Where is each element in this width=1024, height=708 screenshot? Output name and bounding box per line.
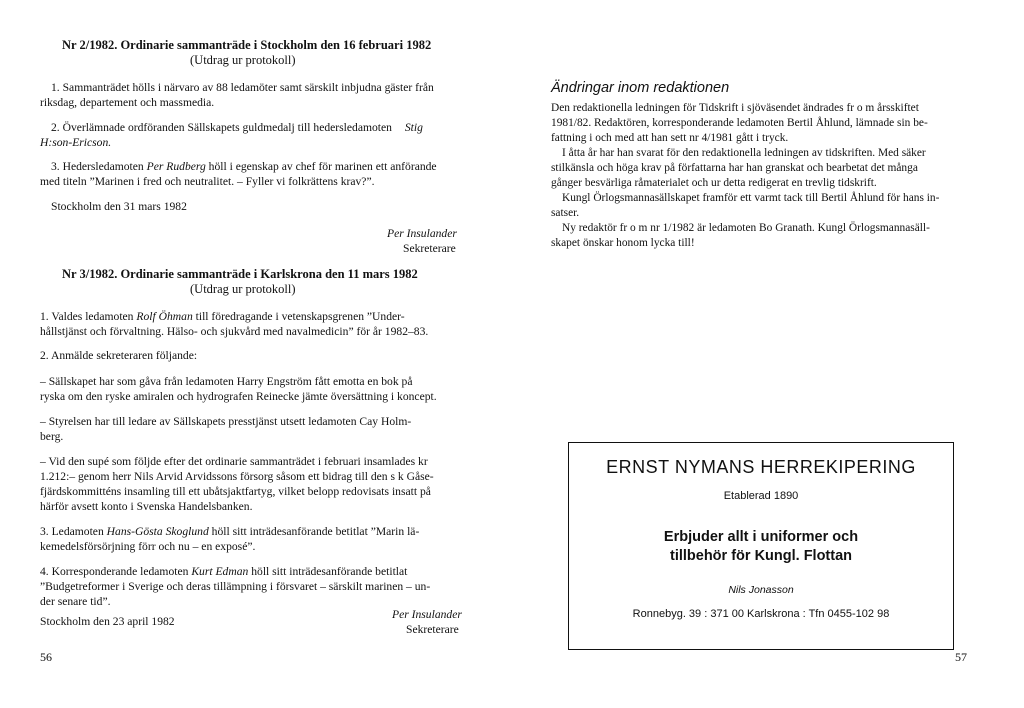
nr3-dash1-line2: ryska om den ryske amiralen och hydrografen Reinecke jämte översättning i koncept. <box>40 390 437 403</box>
heading-nr3: Nr 3/1982. Ordinarie sammanträde i Karlskrona den 11 mars 1982 <box>62 267 418 281</box>
date-nr3: Stockholm den 23 april 1982 <box>40 615 175 628</box>
right-line-2: 1981/82. Redaktören, korresponderande ledamoten Bertil Åhlund, lämnade sin be- <box>551 117 928 129</box>
member-name-skoglund: Hans-Gösta Skoglund <box>106 525 209 538</box>
nr3-item4-a: 4. Korresponderande ledamoten <box>40 565 192 578</box>
nr2-item2-line1 <box>51 120 423 135</box>
signature-role-nr3: Sekreterare <box>406 623 459 636</box>
nr3-item3-b: höll sitt inträdesanförande betitlat ”Marin lä- <box>208 525 420 538</box>
advertisement-box <box>568 442 954 650</box>
right-heading: Ändringar inom redaktionen <box>551 80 730 96</box>
nr3-dash3-line4: härför avsett konto i Svenska Handelsbanken. <box>40 500 253 513</box>
nr3-item3-line2: kemedelsförsörjning förr och nu – en exposé”. <box>40 540 256 553</box>
nr3-item1-a: 1. Valdes ledamoten <box>40 310 137 323</box>
nr3-dash3-line2: 1.212:– genom herr Nils Arvid Arvidssons försorg såsom ett bidrag till den s k Gåse- <box>40 470 434 483</box>
ad-address: Ronnebyg. 39 : 371 00 Karlskrona : Tfn 0455-102 98 <box>632 608 890 620</box>
ad-offer-line1: Erbjuder allt i uniformer och <box>663 529 859 545</box>
nr2-item3-line1 <box>51 159 437 174</box>
ad-established: Etablerad 1890 <box>723 490 799 502</box>
honorary-member-name-a: Stig <box>404 121 423 134</box>
subtitle-nr2: (Utdrag ur protokoll) <box>190 53 296 67</box>
nr3-dash3-line1: – Vid den supé som följde efter det ordinarie sammanträdet i februari insamlades kr <box>40 455 428 468</box>
nr3-item3-line1 <box>40 524 419 539</box>
nr3-dash1-line1: – Sällskapet har som gåva från ledamoten Harry Engström fått emotta en bok på <box>40 375 413 388</box>
rapporteur-name: Rolf Öhman <box>136 310 193 323</box>
ad-contact-person: Nils Jonasson <box>728 584 794 596</box>
member-name-edman: Kurt Edman <box>191 565 249 578</box>
nr3-item4-line1 <box>40 564 407 579</box>
speaker-name: Per Rudberg <box>146 160 206 173</box>
right-line-10: skapet önskar honom lycka till! <box>551 237 695 249</box>
nr3-dash2-line1: – Styrelsen har till ledare av Sällskapets presstjänst utsett ledamoten Cay Holm- <box>40 415 412 428</box>
signature-name-nr2: Per Insulander <box>387 227 457 240</box>
nr3-item1-b: till föredragande i vetenskapsgrenen ”Under- <box>192 310 405 323</box>
heading-nr2: Nr 2/1982. Ordinarie sammanträde i Stockholm den 16 februari 1982 <box>62 38 432 52</box>
signature-name-nr3: Per Insulander <box>392 608 462 621</box>
page-number-left: 56 <box>40 650 52 664</box>
right-line-4: I åtta år har han svarat för den redaktionella ledningen av tidskriften. Med säker <box>562 147 926 159</box>
honorary-member-name-b: H:son-Ericson. <box>40 136 112 149</box>
right-line-8: satser. <box>551 207 580 219</box>
nr2-item3-a: 3. Hedersledamoten <box>51 160 147 173</box>
nr2-item3-b: höll i egenskap av chef för marinen ett anförande <box>205 160 437 173</box>
right-line-5: stilkänsla och höga krav på författarna har han granskat och bearbetat det många <box>551 162 918 174</box>
right-line-7: Kungl Örlogsmannasällskapet framför ett varmt tack till Bertil Åhlund för hans in- <box>562 192 940 204</box>
nr2-item2-text: 2. Överlämnade ordföranden Sällskapets guldmedalj till hedersledamoten <box>51 121 392 134</box>
subtitle-nr3: (Utdrag ur protokoll) <box>190 282 296 296</box>
right-line-3: fattning i och med att han sett nr 4/1981 gått i tryck. <box>551 132 789 144</box>
ad-company-name: ERNST NYMANS HERREKIPERING <box>606 457 916 477</box>
nr3-item3-a: 3. Ledamoten <box>40 525 107 538</box>
signature-role-nr2: Sekreterare <box>403 242 456 255</box>
nr3-item4-line2: ”Budgetreformer i Sverige och deras tillämpning i försvaret – särskilt marinen – un- <box>40 580 431 593</box>
nr3-item2: 2. Anmälde sekreteraren följande: <box>40 349 198 362</box>
nr3-item4-line3: der senare tid”. <box>40 595 111 608</box>
date-nr2: Stockholm den 31 mars 1982 <box>51 200 187 213</box>
nr2-item1-line1: 1. Sammanträdet hölls i närvaro av 88 ledamöter samt särskilt inbjudna gäster från <box>51 81 434 94</box>
nr3-dash3-line3: fjärdskommitténs insamling till ett ubåtsjaktfartyg, vilket belopp redovisats insatt på <box>40 485 431 498</box>
ad-offer-line2: tillbehör för Kungl. Flottan <box>669 548 853 564</box>
right-line-6: gånger besvärliga råmaterialet och ur detta redigerat en trevlig tidskrift. <box>551 177 877 189</box>
nr3-item1-line2: hållstjänst och förvaltning. Hälso- och sjukvård med navalmedicin” för år 1982–83. <box>40 325 429 338</box>
nr3-dash2-line2: berg. <box>40 430 64 443</box>
right-line-9: Ny redaktör fr o m nr 1/1982 är ledamoten Bo Granath. Kungl Örlogsmannasäll- <box>562 222 930 234</box>
nr2-item3-line2: med titeln ”Marinen i fred och neutralitet. – Fyller vi folkrättens krav?”. <box>40 175 375 188</box>
nr3-item1-line1 <box>40 309 405 324</box>
right-line-1: Den redaktionella ledningen för Tidskrift i sjöväsendet ändrades fr o m årsskiftet <box>551 102 919 114</box>
nr3-item4-b: höll sitt inträdesanförande betitlat <box>248 565 408 578</box>
page-number-right: 57 <box>955 650 967 664</box>
nr2-item1-line2: riksdag, departement och massmedia. <box>40 96 215 109</box>
